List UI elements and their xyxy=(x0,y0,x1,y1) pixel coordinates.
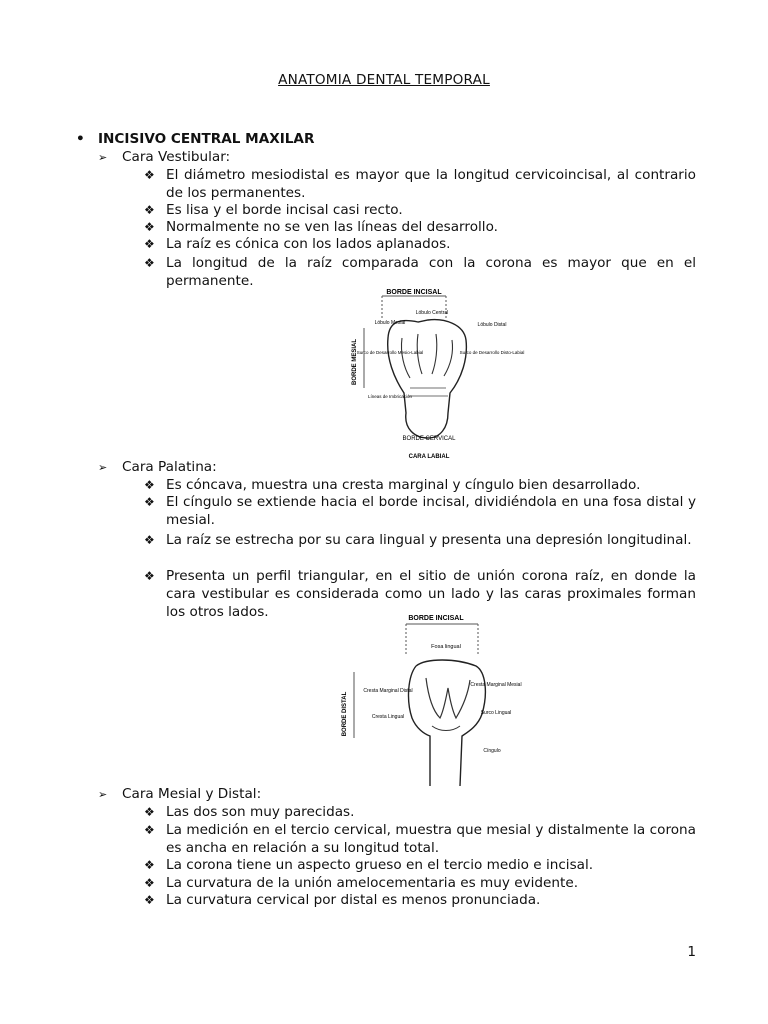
list-item xyxy=(144,856,696,874)
tooth-outline xyxy=(409,660,486,786)
list-item xyxy=(144,821,696,857)
document-title: ANATOMIA DENTAL TEMPORAL xyxy=(278,72,490,88)
fig2-label-surco-lingual: Surco Lingual xyxy=(480,710,512,716)
list-item-text: La curvatura de la unión amelocementaria es muy evidente. xyxy=(166,875,579,891)
list-item xyxy=(144,201,696,219)
page-number: 1 xyxy=(687,944,696,960)
list-item-text: Es cóncava, muestra una cresta marginal y cíngulo bien desarrollado. xyxy=(166,477,641,493)
list-item xyxy=(144,874,696,892)
diamond-bullet-icon: ❖ xyxy=(144,256,155,270)
fig2-label-cresta-lingual: Cresta Lingual xyxy=(371,714,405,720)
labial-face-diagram xyxy=(344,288,525,460)
fig1-label-lineas: Líneas de Imbricación xyxy=(367,394,413,399)
list-item-text: La curvatura cervical por distal es menos pronunciada. xyxy=(166,892,541,908)
list-item-text: Las dos son muy parecidas. xyxy=(166,804,355,820)
subsection-heading-text: Cara Palatina: xyxy=(122,459,217,475)
fig1-label-lobulo-mesial: Lóbulo Mesial xyxy=(374,320,406,326)
diamond-bullet-icon: ❖ xyxy=(144,805,155,819)
diamond-bullet-icon: ❖ xyxy=(144,569,155,583)
list-item xyxy=(144,891,696,909)
diamond-bullet-icon: ❖ xyxy=(144,478,155,492)
subsection-heading xyxy=(98,149,230,165)
list-item-text: Es lisa y el borde incisal casi recto. xyxy=(166,202,403,218)
fig2-label-cresta-mesial: Cresta Marginal Mesial xyxy=(470,682,522,688)
diamond-bullet-icon: ❖ xyxy=(144,823,155,837)
diamond-bullet-icon: ❖ xyxy=(144,237,155,251)
list-item-text: El diámetro mesiodistal es mayor que la longitud cervicoincisal, al contrario de los permanentes. xyxy=(166,167,696,201)
diamond-bullet-icon: ❖ xyxy=(144,495,155,509)
list-item xyxy=(144,218,696,236)
fig1-label-surco-disto: Surco de Desarrollo Disto-Labial xyxy=(459,350,525,355)
fig1-label-surco-mesio: Surco de Desarrollo Mesio-Labial xyxy=(356,350,424,355)
fig1-top-label: BORDE INCISAL xyxy=(386,289,442,296)
subsection-heading xyxy=(98,459,217,475)
diamond-bullet-icon: ❖ xyxy=(144,876,155,890)
list-item xyxy=(144,235,696,253)
list-item xyxy=(144,493,696,529)
list-item-text: La raíz se estrecha por su cara lingual y presenta una depresión longitudinal. xyxy=(166,532,692,548)
list-item-text: Presenta un perfil triangular, en el sitio de unión corona raíz, en donde la cara vestibular es considerada como un lado y las caras proximales forman los otros lados. xyxy=(166,568,696,620)
diamond-bullet-icon: ❖ xyxy=(144,220,155,234)
diamond-bullet-icon: ❖ xyxy=(144,893,155,907)
list-item xyxy=(144,567,696,621)
arrow-bullet-icon: ➢ xyxy=(98,461,108,474)
fig1-label-lobulo-distal: Lóbulo Distal xyxy=(477,322,507,328)
diamond-bullet-icon: ❖ xyxy=(144,203,155,217)
list-item xyxy=(144,166,696,202)
section-heading xyxy=(76,131,314,147)
diamond-bullet-icon: ❖ xyxy=(144,168,155,182)
list-item-text: La corona tiene un aspecto grueso en el tercio medio e incisal. xyxy=(166,857,594,873)
tooth-outline xyxy=(388,320,467,438)
fig2-label-fosa: Fosa lingual xyxy=(431,644,461,650)
list-item-text: La raíz es cónica con los lados aplanados. xyxy=(166,236,451,252)
list-item xyxy=(144,254,696,290)
fig2-left-label: BORDE DISTAL xyxy=(342,691,348,737)
subsection-heading-text: Cara Vestibular: xyxy=(122,149,231,165)
subsection-heading xyxy=(98,786,261,802)
list-item-text: La longitud de la raíz comparada con la corona es mayor que en el permanente. xyxy=(166,255,696,289)
fig2-top-label: BORDE INCISAL xyxy=(408,615,464,622)
list-item-text: La medición en el tercio cervical, muestra que mesial y distalmente la corona es ancha en relación a su longitud total. xyxy=(166,822,696,856)
fig1-label-lobulo-central: Lóbulo Central xyxy=(415,310,449,316)
diamond-bullet-icon: ❖ xyxy=(144,858,155,872)
list-item-text: Normalmente no se ven las líneas del desarrollo. xyxy=(166,219,498,235)
subsection-heading-text: Cara Mesial y Distal: xyxy=(122,786,262,802)
palatal-face-diagram xyxy=(336,614,522,786)
fig1-left-label: BORDE MESIAL xyxy=(352,338,358,386)
fig1-bottom-label: BORDE CERVICAL xyxy=(402,436,456,442)
fig2-label-cresta-distal: Cresta Marginal Distal xyxy=(363,688,413,694)
list-item xyxy=(144,803,696,821)
arrow-bullet-icon: ➢ xyxy=(98,788,108,801)
fig1-bottom-cut-label: CARA LABIAL xyxy=(408,454,450,460)
list-item-text: El cíngulo se extiende hacia el borde incisal, dividiéndola en una fosa distal y mesial. xyxy=(166,494,696,528)
list-item xyxy=(144,476,696,494)
diamond-bullet-icon: ❖ xyxy=(144,533,155,547)
section-heading-text: INCISIVO CENTRAL MAXILAR xyxy=(98,131,315,147)
fig2-label-cingulo: Cíngulo xyxy=(483,748,501,754)
arrow-bullet-icon: ➢ xyxy=(98,151,108,164)
list-item xyxy=(144,531,696,549)
bullet-icon: • xyxy=(76,131,85,147)
